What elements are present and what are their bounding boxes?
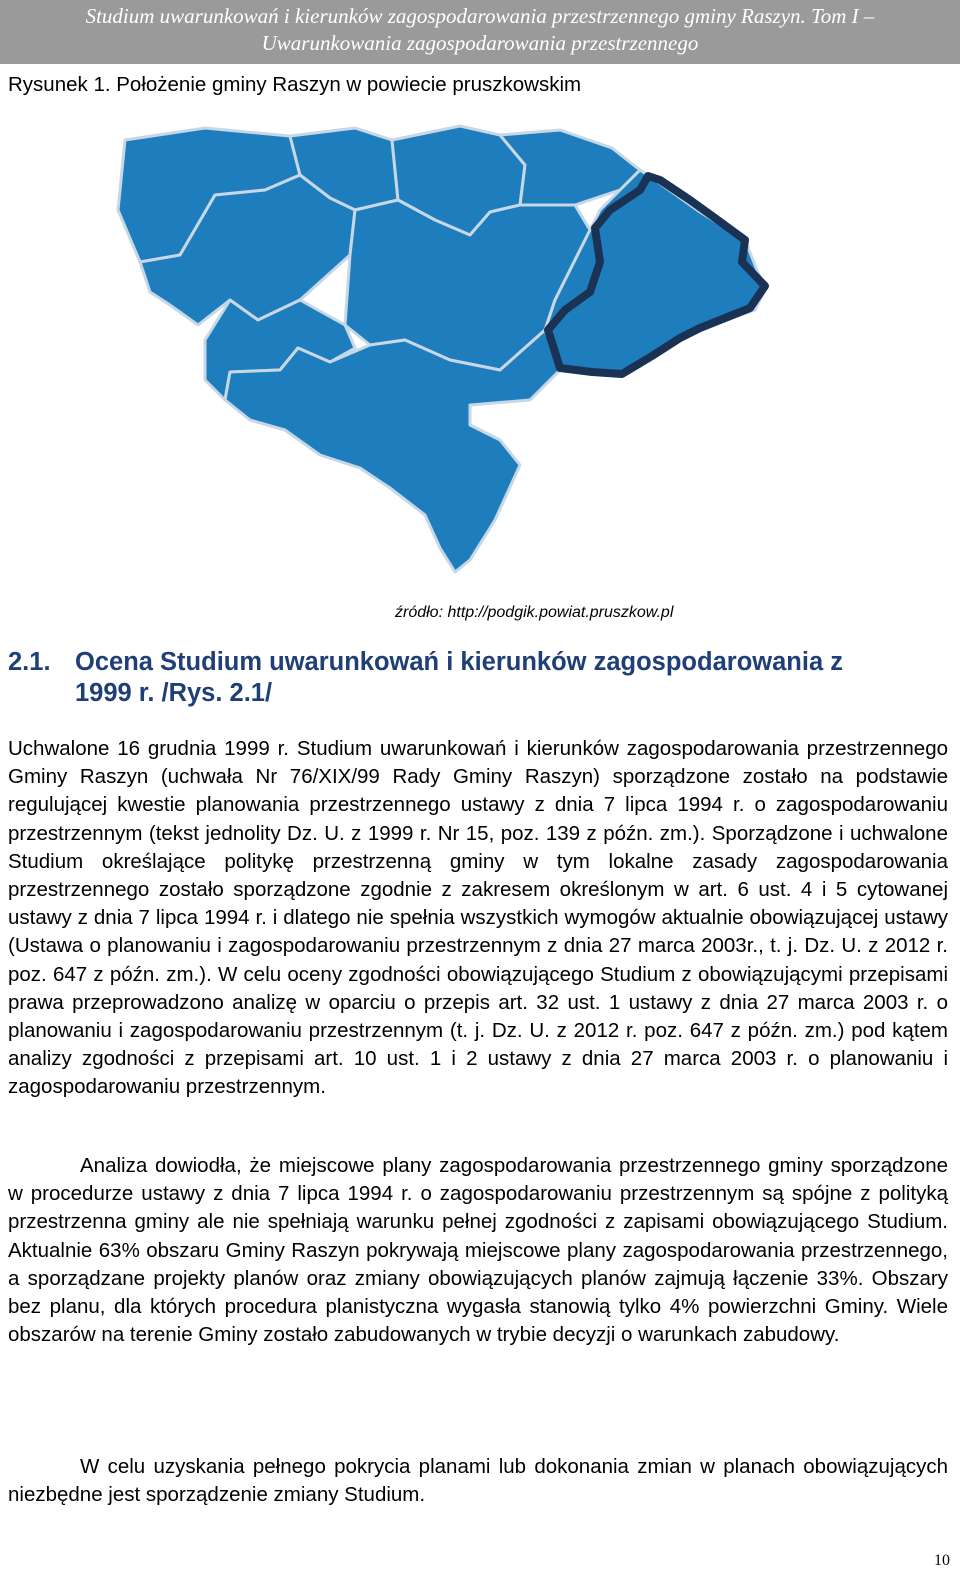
county-map <box>0 0 960 600</box>
paragraph-3: W celu uzyskania pełnego pokrycia planami lub dokonania zmian w planach obowiązujących niezbędne jest sporządzenie zmiany Studium. <box>8 1455 948 1507</box>
section-title-line-1: Ocena Studium uwarunkowań i kierunków zagospodarowania z <box>75 648 843 676</box>
section-heading <box>8 647 948 709</box>
page-number: 10 <box>934 1552 950 1569</box>
header-line-1: Studium uwarunkowań i kierunków zagospodarowania przestrzennego gminy Raszyn. Tom I – <box>85 4 875 28</box>
section-title-line-2: 1999 r. /Rys. 2.1/ <box>75 679 273 707</box>
figure-source: źródło: http://podgik.powiat.pruszkow.pl <box>395 604 674 621</box>
paragraph-1: Uchwalone 16 grudnia 1999 r. Studium uwarunkowań i kierunków zagospodarowania przestrzennego Gminy Raszyn (uchwała Nr 76/XIX/99 Rady Gminy Raszyn) sporządzone zostało na podstawie regulującej kwestie planowania przestrzennego ustawy z dnia 7 lipca 1994 r. o zagospodarowaniu przestrzennym (tekst jednolity Dz. U. z 1999 r. Nr 15, poz. 139 z późn. zm.). Sporządzone i uchwalone Studium określające politykę przestrzenną gminy w tym lokalne zasady zagospodarowania przestrzennego zostało sporządzone zgodnie z zakresem określonym w art. 6 ust. 4 i 5 cytowanej ustawy z dnia 7 lipca 1994 r. i dlatego nie spełnia wszystkich wymogów aktualnie obowiązującej ustawy (Ustawa o planowaniu i zagospodarowaniu przestrzennym z dnia 27 marca 2003r., t. j. Dz. U. z 2012 r. poz. 647 z późn. zm.). W celu oceny zgodności obowiązującego Studium z obowiązującymi przepisami prawa przeprowadzono analizę w oparciu o przepis art. 32 ust. 1 ustawy z dnia 27 marca 2003 r. o planowaniu i zagospodarowaniu przestrzennym (t. j. Dz. U. z 2012 r. poz. 647 z późn. zm.) pod kątem analizy zgodności z przepisami art. 10 ust. 1 i 2 ustawy z dnia 27 marca 2003 r. o planowaniu i zagospodarowaniu przestrzennym. <box>8 737 948 1099</box>
figure-caption: Rysunek 1. Położenie gminy Raszyn w powiecie pruszkowskim <box>8 73 582 96</box>
section-number: 2.1. <box>8 648 51 676</box>
paragraph-2: Analiza dowiodła, że miejscowe plany zagospodarowania przestrzennego gminy sporządzone w procedurze ustawy z dnia 7 lipca 1994 r. o zagospodarowaniu przestrzennym są spójne z polityką przestrzenna gminy ale nie spełniają warunku pełnej zgodności z zapisami obowiązującego Studium. Aktualnie 63% obszaru Gminy Raszyn pokrywają miejscowe plany zagospodarowania przestrzennego, a sporządzane projekty planów oraz zmiany obowiązujących planów zajmują łączenie 33%. Obszary bez planu, dla których procedura planistyczna wygasła stanowią tylko 4% powierzchni Gminy. Wiele obszarów na terenie Gminy zostało zabudowanych w trybie decyzji o warunkach zabudowy. <box>8 1154 948 1347</box>
header-line-2: Uwarunkowania zagospodarowania przestrzennego <box>261 31 699 55</box>
